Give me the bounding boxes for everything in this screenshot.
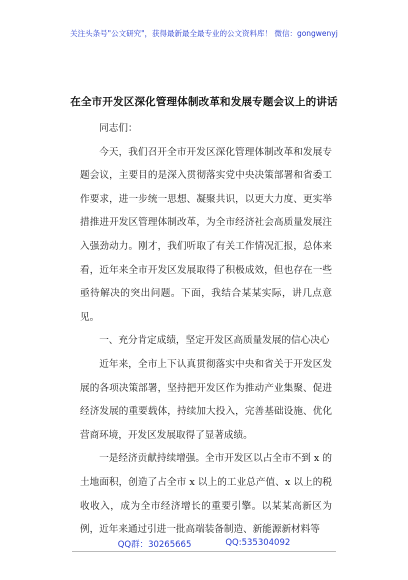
page-title: 在全市开发区深化管理体制改革和发展专题会议上的讲话 [70, 96, 338, 108]
header-banner: 关注头条号"公文研究"，获得最新最全最专业的公文资料库！ 微信：gongwenyj [70, 29, 338, 38]
section-heading-1: 一、充分肯定成绩，坚定开发区高质量发展的信心决心 [99, 335, 330, 347]
footer-divider [72, 551, 336, 552]
salutation: 同志们： [99, 123, 138, 134]
qq-group-number: QQ群：30265665 [117, 540, 192, 550]
qq-contact-number: QQ:535304092 [225, 538, 291, 548]
footer-contacts [0, 538, 408, 550]
paragraph-intro: 今天，我们召开全市开发区深化管理体制改革和发展专题会议，主要目的是深入贯彻落实党中央决策部署和省委工作要求，进一步统一思想、凝聚共识，以更大力度、更实举措推进开发区管理体制改革，为全市经济社会高质量发展注入强劲动力。刚才，我们听取了有关工作情况汇报，总体来看，近年来全市开发区发展取得了积极成效，但也存在一些亟待解决的突出问题。下面，我结合某某实际，讲几点意见。 [80, 146, 332, 323]
paragraph-point-1: 一是经济贡献持续增强。全市开发区以占全市不到 x 的土地面积，创造了占全市 x 以上的工业总产值、x 以上的税收收入，成为全市经济增长的重要引擎。以某某高新区为例，近年来通过引进一批高端装备制造、新能源新材料等 [80, 453, 332, 536]
paragraph-section-1: 近年来，全市上下认真贯彻落实中央和省关于开发区发展的各项决策部署，坚持把开发区作为推动产业集聚、促进经济发展的重要载体，持续加大投入，完善基础设施、优化营商环境，开发区发展取得了显著成绩。 [80, 358, 332, 441]
document-body [80, 117, 332, 542]
